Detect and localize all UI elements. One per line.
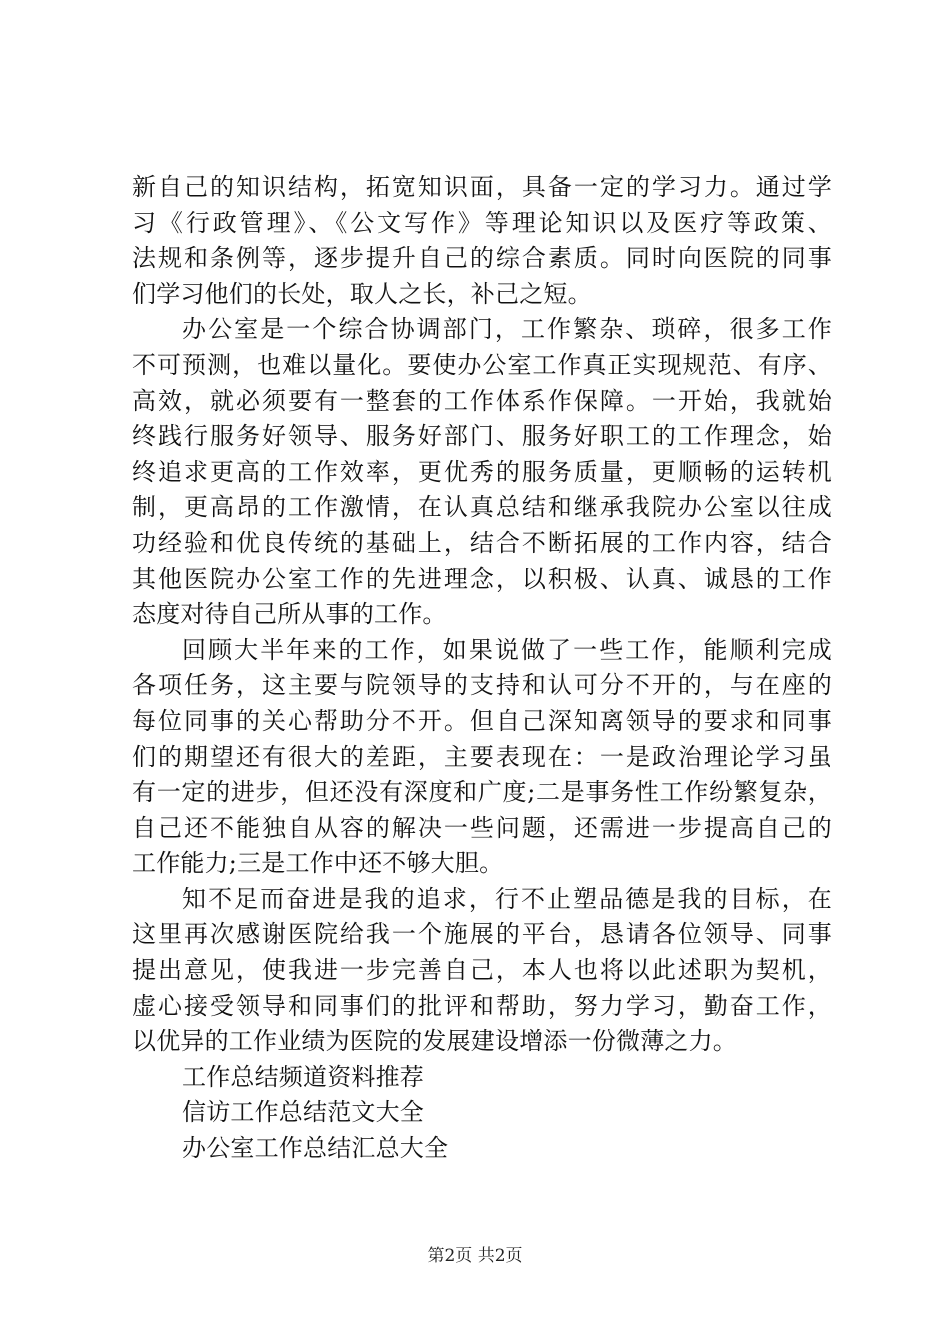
text-line: 各项任务，这主要与院领导的支持和认可分不开的，与在座的: [132, 671, 832, 700]
text-line: 每位同事的关心帮助分不开。但自己深知离领导的要求和同事: [132, 706, 832, 735]
text-line: 高效，就必须要有一整套的工作体系作保障。一开始，我就始: [132, 386, 832, 415]
text-line: 态度对待自己所从事的工作。: [132, 600, 447, 629]
text-line: 制，更高昂的工作激情，在认真总结和继承我院办公室以往成: [132, 493, 832, 522]
text-line: 其他医院办公室工作的先进理念，以积极、认真、诚恳的工作: [132, 564, 832, 593]
text-line: 终践行服务好领导、服务好部门、服务好职工的工作理念，始: [132, 422, 832, 451]
text-line: 办公室是一个综合协调部门，工作繁杂、琐碎，很多工作: [182, 315, 832, 344]
text-line: 法规和条例等，逐步提升自己的综合素质。同时向医院的同事: [132, 244, 832, 273]
text-line: 新自己的知识结构，拓宽知识面，具备一定的学习力。通过学: [132, 173, 832, 201]
text-line: 习《行政管理》、《公文写作》等理论知识以及医疗等政策、: [132, 208, 832, 237]
text-line: 终追求更高的工作效率，更优秀的服务质量，更顺畅的运转机: [132, 457, 832, 486]
text-line: 办公室工作总结汇总大全: [182, 1134, 449, 1163]
text-line: 们学习他们的长处，取人之长，补己之短。: [132, 279, 592, 308]
text-line: 们的期望还有很大的差距，主要表现在：一是政治理论学习虽: [132, 742, 832, 771]
text-line: 有一定的进步，但还没有深度和广度;二是事务性工作纷繁复杂，: [132, 778, 832, 807]
text-line: 功经验和优良传统的基础上，结合不断拓展的工作内容，结合: [132, 528, 832, 557]
text-line: 信访工作总结范文大全: [182, 1098, 424, 1127]
text-line: 工作能力;三是工作中还不够大胆。: [132, 849, 504, 878]
text-line: 虚心接受领导和同事们的批评和帮助，努力学习，勤奋工作，: [132, 991, 832, 1020]
text-line: 工作总结频道资料推荐: [182, 1062, 424, 1091]
text-line: 以优异的工作业绩为医院的发展建设增添一份微薄之力。: [132, 1027, 737, 1056]
text-line: 自己还不能独自从容的解决一些问题，还需进一步提高自己的: [132, 813, 832, 842]
text-line: 知不足而奋进是我的追求，行不止塑品德是我的目标，在: [182, 884, 832, 913]
text-line: 提出意见，使我进一步完善自己，本人也将以此述职为契机，: [132, 956, 832, 985]
text-line: 不可预测，也难以量化。要使办公室工作真正实现规范、有序、: [132, 350, 832, 379]
text-line: 回顾大半年来的工作，如果说做了一些工作，能顺利完成: [182, 635, 832, 664]
text-line: 这里再次感谢医院给我一个施展的平台，恳请各位领导、同事: [132, 920, 832, 949]
document-body: [132, 170, 832, 1167]
page-footer: 第2页 共2页: [427, 1246, 523, 1266]
